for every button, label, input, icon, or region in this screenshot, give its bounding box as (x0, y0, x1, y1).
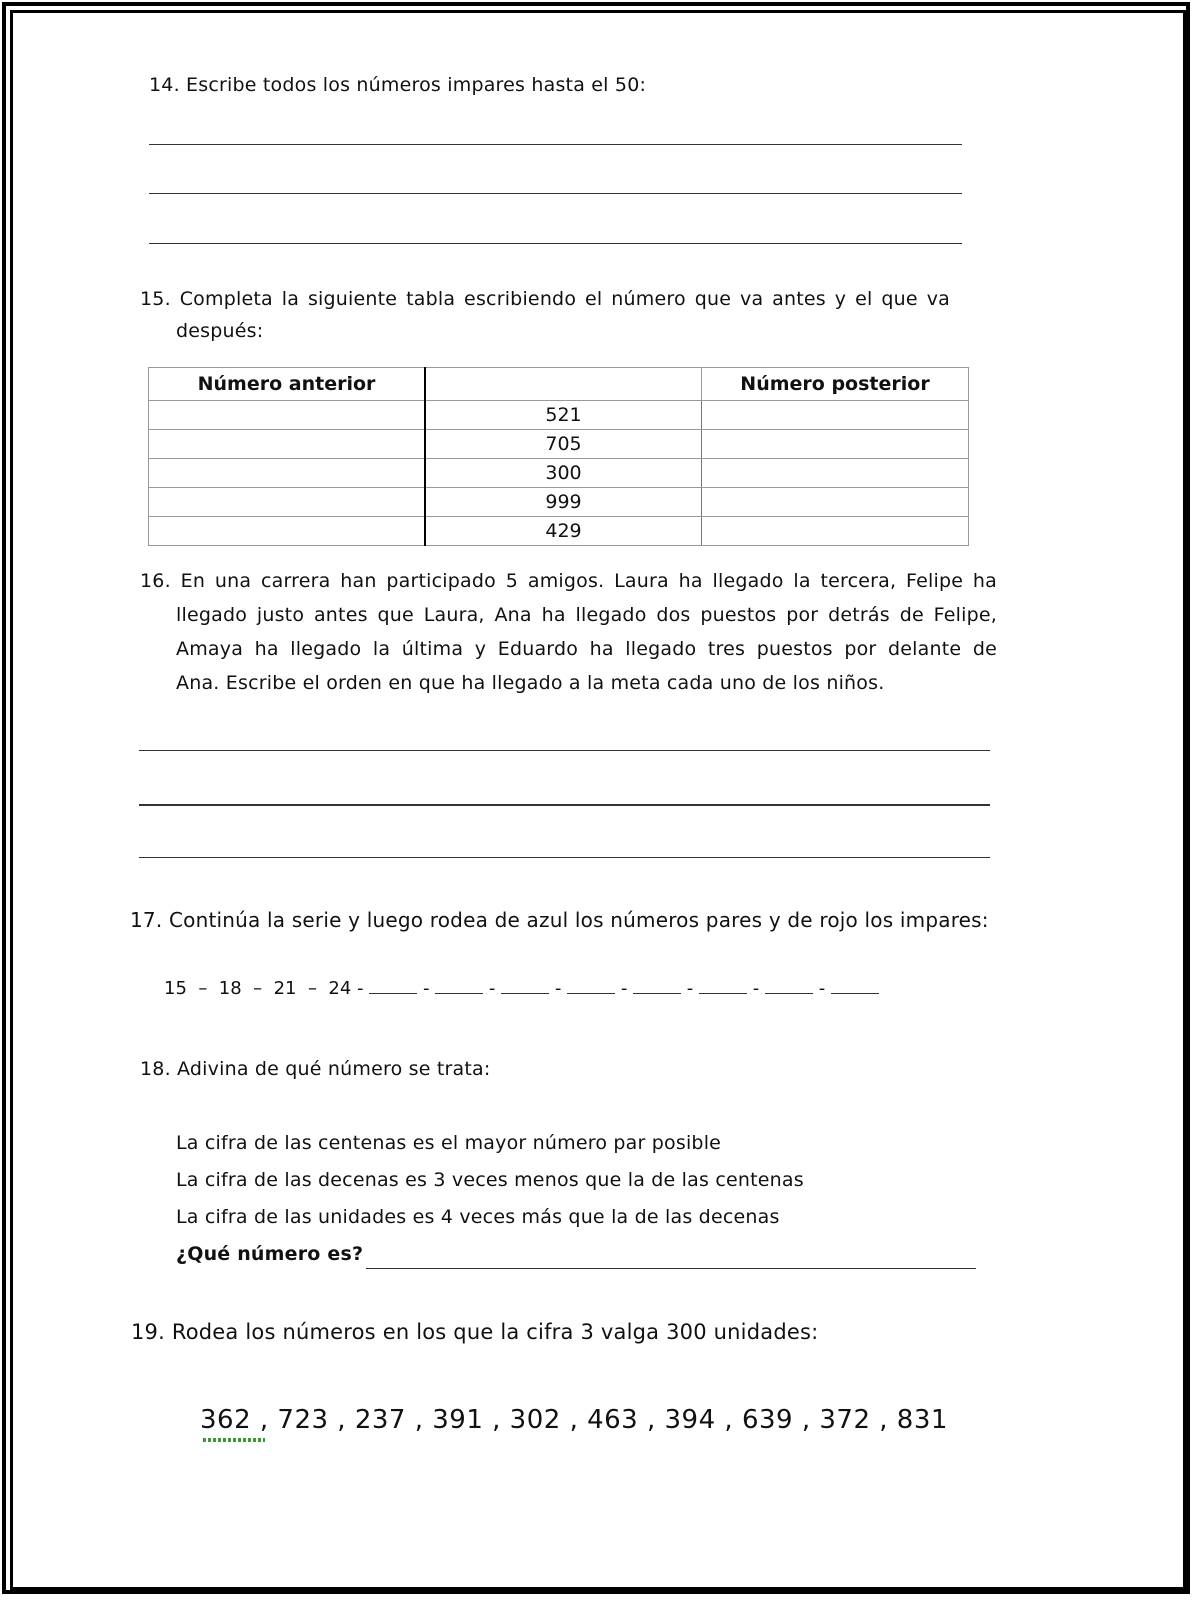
clue-1: La cifra de las centenas es el mayor número par posible (176, 1132, 722, 1154)
question-15-line2: después: (176, 320, 264, 342)
cell-number: 429 (425, 517, 702, 546)
question-17: 17. Continúa la serie y luego rodea de azul los números pares y de rojo los impares: (130, 908, 989, 932)
header-posterior: Número posterior (702, 368, 969, 401)
series-blank-4[interactable] (567, 977, 615, 994)
table-row (149, 517, 969, 546)
numbers-to-circle[interactable]: 362 , 723 , 237 , 391 , 302 , 463 , 394 , 639 , 372 , 831 (200, 1405, 948, 1435)
clue-2: La cifra de las decenas es 3 veces menos que la de las centenas (176, 1169, 804, 1191)
number-series: 15 – 18 – 21 – 24 - - - - - - - - (164, 977, 879, 999)
number-table (148, 367, 969, 546)
series-blank-2[interactable] (435, 977, 483, 994)
question-16-line4: Ana. Escribe el orden en que ha llegado a la meta cada uno de los niños. (176, 672, 885, 694)
cell-posterior[interactable] (702, 488, 969, 517)
table-row (149, 430, 969, 459)
answer-line-16-1[interactable] (139, 750, 990, 751)
question-15-line1: 15. Completa la siguiente tabla escribiendo el número que va antes y el que va (140, 288, 950, 310)
question-18-prompt: ¿Qué número es? (176, 1243, 364, 1265)
answer-line-16-3[interactable] (139, 857, 990, 858)
clue-3: La cifra de las unidades es 4 veces más que la de las decenas (176, 1206, 780, 1228)
question-16-line1: 16. En una carrera han participado 5 amigos. Laura ha llegado la tercera, Felipe ha (140, 570, 997, 592)
table-row (149, 488, 969, 517)
series-value: 18 (218, 978, 242, 999)
series-value: 24 (328, 978, 352, 999)
series-blank-3[interactable] (501, 977, 549, 994)
series-value: 15 (164, 978, 187, 999)
cell-anterior[interactable] (149, 401, 426, 430)
series-blank-6[interactable] (699, 977, 747, 994)
cell-anterior[interactable] (149, 517, 426, 546)
question-16-line3: Amaya ha llegado la última y Eduardo ha llegado tres puestos por delante de (176, 638, 997, 660)
question-16-line2: llegado justo antes que Laura, Ana ha llegado dos puestos por detrás de Felipe, (176, 604, 997, 626)
series-blank-7[interactable] (765, 977, 813, 994)
page-inner-border (10, 10, 1186, 1590)
header-number (425, 368, 702, 401)
cell-number: 300 (425, 459, 702, 488)
answer-line-14-3[interactable] (149, 243, 962, 244)
cell-posterior[interactable] (702, 430, 969, 459)
question-18: 18. Adivina de qué número se trata: (140, 1058, 491, 1080)
cell-number: 521 (425, 401, 702, 430)
cell-number: 999 (425, 488, 702, 517)
series-blank-5[interactable] (633, 977, 681, 994)
table-row (149, 459, 969, 488)
cell-posterior[interactable] (702, 517, 969, 546)
answer-line-14-1[interactable] (149, 144, 962, 145)
answer-line-14-2[interactable] (149, 193, 962, 194)
question-19: 19. Rodea los números en los que la cifra 3 valga 300 unidades: (131, 1320, 819, 1344)
cell-posterior[interactable] (702, 459, 969, 488)
table-row (149, 401, 969, 430)
answer-line-16-2[interactable] (139, 804, 990, 806)
question-14: 14. Escribe todos los números impares hasta el 50: (149, 74, 647, 96)
cell-anterior[interactable] (149, 459, 426, 488)
cell-number: 705 (425, 430, 702, 459)
header-anterior: Número anterior (149, 368, 426, 401)
table-header-row (149, 368, 969, 401)
cell-posterior[interactable] (702, 401, 969, 430)
answer-line-18[interactable] (366, 1268, 976, 1269)
series-value: 21 (273, 978, 297, 999)
series-blank-8[interactable] (831, 977, 879, 994)
spellcheck-squiggle (203, 1438, 265, 1442)
cell-anterior[interactable] (149, 430, 426, 459)
series-blank-1[interactable] (369, 977, 417, 994)
cell-anterior[interactable] (149, 488, 426, 517)
